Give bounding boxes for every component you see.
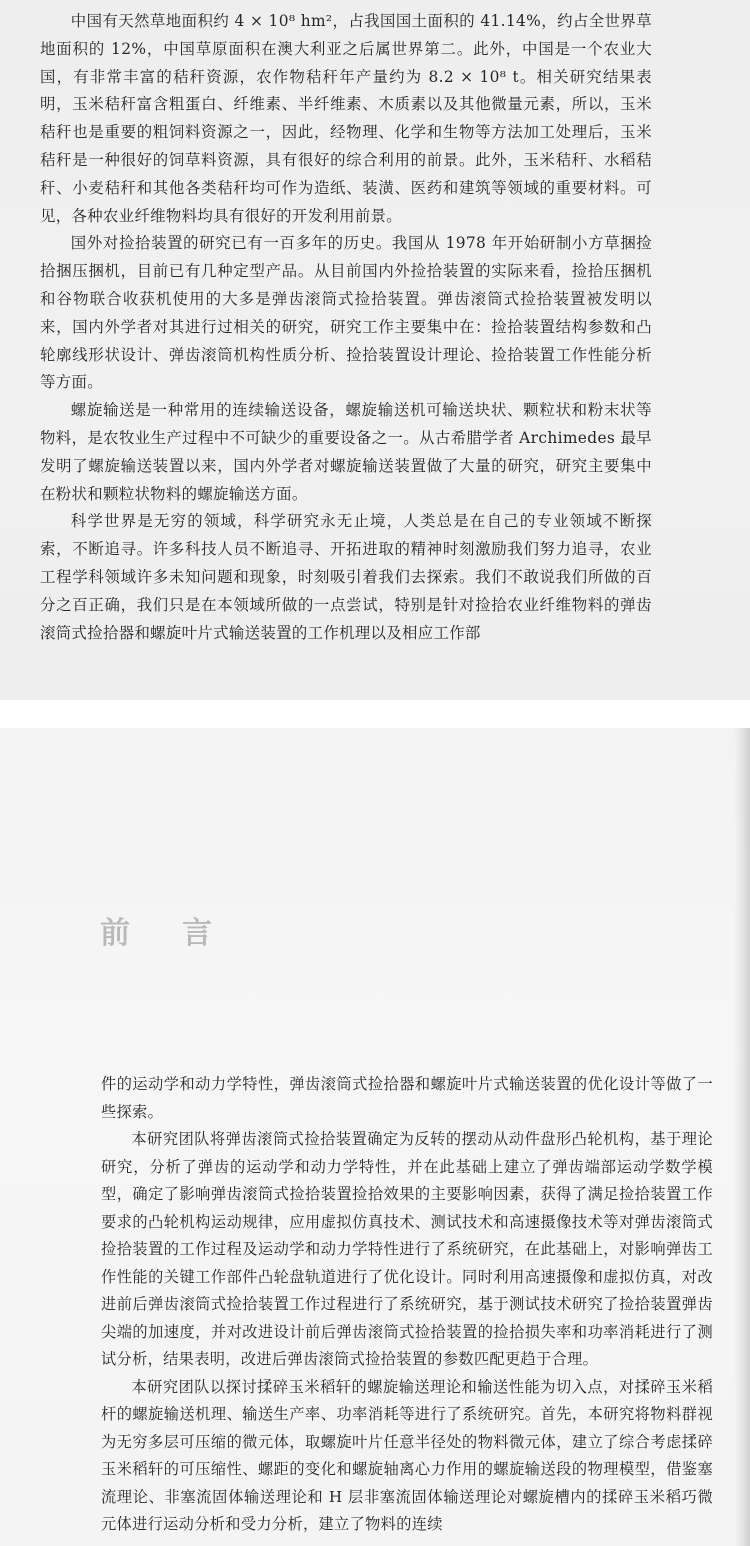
paragraph-pickup-history: 国外对捡拾装置的研究已有一百多年的历史。我国从 1978 年开始研制小方草捆捡拾捆压捆机，目前已有几种定型产品。从目前国内外捡拾装置的实际来看，捡拾压捆机和谷物联合收获机使用的大多是弹齿滚筒式捡拾装置。弹齿滚筒式捡拾装置被发明以来，国内外学者对其进行过相关的研究，研究工作主要集中在：捡拾装置结构参数和凸轮廓线形状设计、弹齿滚筒机构性质分析、捡拾装置设计理论、捡拾装置工作性能分析等方面。 (40, 234, 652, 392)
paragraph-conveying-research: 本研究团队以探讨揉碎玉米稻轩的螺旋输送理论和输送性能为切入点，对揉碎玉米稻杆的螺旋输送机理、输送生产率、功率消耗等进行了系统研究。首先，本研究将物料群视为无穷多层可压缩的微元体，取螺旋叶片任意半径处的物料微元体，建立了综合考虑揉碎玉米稻轩的可压缩性、螺距的变化和螺旋轴离心力作用的螺旋输送段的物理模型，借鉴塞流理论、非塞流固体输送理论和 H 层非塞流固体输送理论对螺旋槽内的揉碎玉米稻巧微元体进行运动分析和受力分析，建立了物料的连续 (101, 1377, 713, 1533)
paragraph-grassland: 中国有天然草地面积约 4 × 10⁸ hm²，占我国国土面积的 41.14%，约占全世界草地面积的 12%，中国草原面积在澳大利亚之后属世界第二。此外，中国是一个农业大国，有非常丰富的秸秆资源，农作物秸秆年产量约为 8.2 × 10⁸ t。相关研究结果表明，玉米秸秆富含粗蛋白、纤维素、半纤维素、木质素以及其他微量元素，所以，玉米秸秆也是重要的粗饲料资源之一，因此，经物理、化学和生物等方法加工处理后，玉米秸秆是一种很好的饲草料资源，具有很好的综合利用的前景。此外，玉米秸秆、水稻秸秆、小麦秸秆和其他各类秸秆均可作为造纸、装潢、医药和建筑等领域的重要材料。可见，各种农业纤维物料均具有很好的开发利用前景。 (40, 12, 652, 225)
paragraph-continuation: 件的运动学和动力学特性，弹齿滚筒式捡拾器和螺旋叶片式输送装置的优化设计等做了一些探索。 (101, 1075, 713, 1121)
upper-book-page (0, 0, 750, 700)
lower-page-body (101, 1071, 713, 1539)
paragraph-screw-conveyor: 螺旋输送是一种常用的连续输送设备，螺旋输送机可输送块状、颗粒状和粉末状等物料，是农牧业生产过程中不可缺少的重要设备之一。从古希腊学者 Archimedes 最早发明了螺旋输送装置以来，国内外学者对螺旋输送装置做了大量的研究，研究主要集中在粉状和颗粒状物料的螺旋输送方面。 (40, 401, 652, 503)
page-gap (0, 700, 750, 728)
page-edge-shadow (734, 728, 750, 1546)
paragraph-science-world: 科学世界是无穷的领域，科学研究永无止境，人类总是在自己的专业领域不断探索，不断追寻。许多科技人员不断追寻、开拓进取的精神时刻激励我们努力追寻，农业工程学科领域许多未知问题和现象，时刻吸引着我们去探索。我们不敢说我们所做的百分之百正确，我们只是在本领域所做的一点尝试，特别是针对捡拾农业纤维物料的弹齿滚筒式捡拾器和螺旋叶片式输送装置的工作机理以及相应工作部 (40, 512, 652, 642)
paragraph-pickup-research: 本研究团队将弹齿滚筒式捡拾装置确定为反转的摆动从动件盘形凸轮机构，基于理论研究，分析了弹齿的运动学和动力学特性，并在此基础上建立了弹齿端部运动学数学模型，确定了影响弹齿滚筒式捡拾装置捡拾效果的主要影响因素，获得了满足捡拾装置工作要求的凸轮机构运动规律，应用虚拟仿真技术、测试技术和高速摄像技术等对弹齿滚筒式捡拾装置的工作过程及运动学和动力学特性进行了系统研究，在此基础上，对影响弹齿工作性能的关键工作部件凸轮盘轨道进行了优化设计。同时利用高速摄像和虚拟仿真，对改进前后弹齿滚筒式捡拾装置工作过程进行了系统研究，基于测试技术研究了捡拾装置弹齿尖端的加速度，并对改进设计前后弹齿滚筒式捡拾装置的捡拾损失率和功率消耗进行了测试分析，结果表明，改进后弹齿滚筒式捡拾装置的参数匹配更趋于合理。 (101, 1130, 713, 1368)
upper-page-body (40, 8, 652, 647)
preface-heading: 前言 (100, 916, 264, 951)
